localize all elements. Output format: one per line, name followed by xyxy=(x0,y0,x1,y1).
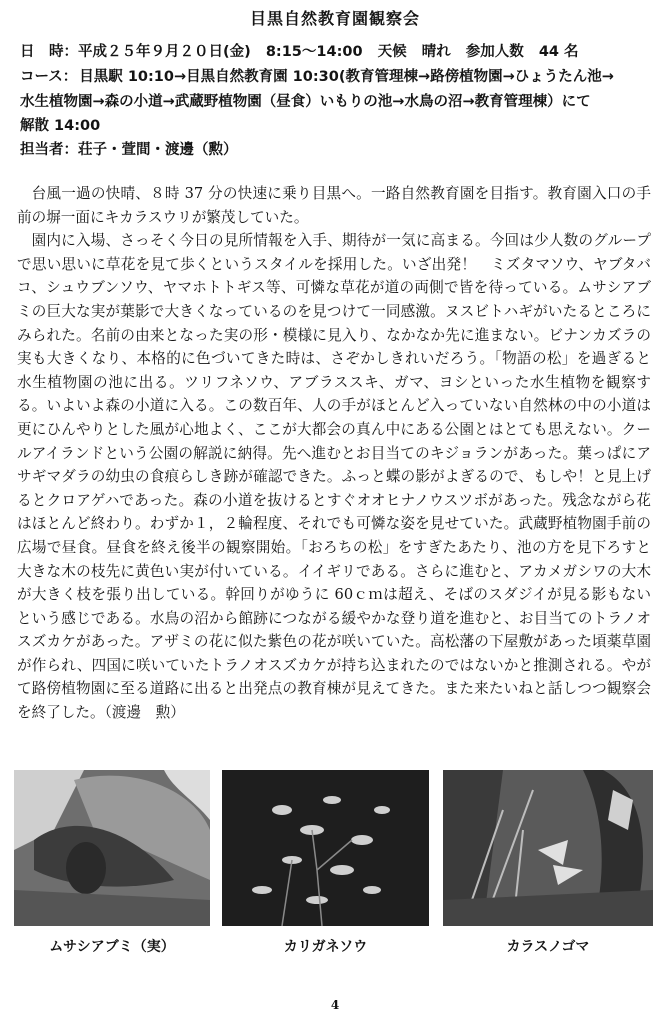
staff-value: 荘子・萱間・渡邊（勲） xyxy=(78,142,238,158)
photo-musashiabumi-image xyxy=(14,770,210,926)
caption-karasunogoma: カラスノゴマ xyxy=(506,939,590,955)
caption-musashiabumi: ムサシアブミ（実） xyxy=(49,939,175,955)
staff-line xyxy=(20,140,655,160)
weather-value: 晴れ xyxy=(421,44,451,60)
date-label: 日 時： xyxy=(20,44,78,60)
date-value: 平成２５年９月２０日(金) xyxy=(78,44,251,60)
caption-kariganesou: カリガネソウ xyxy=(283,939,368,955)
page-number: 4 xyxy=(330,998,340,1012)
photo-kariganesou xyxy=(222,770,429,926)
paragraph-1: 台風一過の快晴、８時 37 分の快速に乗り目黒へ。一路自然教育園を目指す。教育園入口の手前の塀一面にキカラスウリが繁茂していた。 xyxy=(17,185,651,226)
photo-karasunogoma-image xyxy=(443,770,653,926)
paragraph-2: 園内に入場、さっそく今日の見所情報を入手、期待が一気に高まる。今回は少人数のグループで思い思いに草花を見て歩くというスタイルを採用した。いざ出発！ ミズタマソウ、ヤブタバコ、シュウブンソウ、ヤマホトトギス等、可憐な草花が道の両側で皆を待っている。ムサシアブミの巨大な実が葉影で大きくなっているのを見つけて一同感激。ヌスビトハギがいたるところにみられた。名前の由来となった実の形・模様に見入り、なかなか先に進まない。ビナンカズラの実も大きくなり、本格的に色づいてきた時は、さぞかしきれいだろう。「物語の松」を過ぎると水生植物園の池に出る。ツリフネソウ、アブラススキ、ガマ、ヨシといった水生植物を観察する。いよいよ森の小道に入る。この数百年、人の手がほとんど入っていない自然林の中の小道は更にひんやりとした風が心地よく、ここが大都会の真ん中にある公園とはとても思えない。クールアイランドという公園の解説に納得。先へ進むとお目当てのキジョランがあった。葉っぱにアサギマダラの幼虫の食痕らしき跡が確認できた。ふっと蝶の影がよぎるので、もしや！と見上げるとクロアゲハであった。森の小道を抜けるとすぐオオヒナノウスツボがあった。残念ながら花はほとんど終わり。わずか１，２輪程度、それでも可憐な姿を見せていた。武蔵野植物園手前の広場で昼食。昼食を終え後半の観察開始。「おろちの松」をすぎたあたり、池の方を見下ろすと大きな木の枝先に黄色い実が付いている。イイギリである。さらに進むと、アカメガシワの大木が大きく枝を張り出している。幹回りがゆうに 60ｃｍは超え、そばのスダジイが見る影もないという感じである。水鳥の沼から館跡につながる緩やかな登り道を進むと、お目当てのトラノオスズカケがあった。アザミの花に似た紫色の花が咲いていた。高松藩の下屋敷があった頃薬草園が作られ、四国に咲いていたトラノオスズカケが持ち込まれたのではないかと推測される。やがて路傍植物園に至る道路に出ると出発点の教育棟が見えてきた。また来たいねと話しつつ観察会を終了した。（渡邊 勲） xyxy=(17,232,651,722)
participants-label: 参加人数 xyxy=(465,44,524,60)
participants-value: 44 名 xyxy=(538,44,579,60)
document-title: 目黒自然教育園観察会 xyxy=(249,9,420,28)
photo-karasunogoma xyxy=(443,770,653,926)
photo-kariganesou-image xyxy=(222,770,429,926)
course-text-2: 水生植物園→森の小道→武蔵野植物園（昼食）いもりの池→水鳥の沼→教育管理棟）にて xyxy=(20,94,591,110)
course-text-3: 解散 14:00 xyxy=(20,118,101,134)
course-text-1: 目黒駅 10:10→目黒自然教育園 10:30(教育管理棟→路傍植物園→ひょうたん池→ xyxy=(79,69,614,85)
course-line-1 xyxy=(20,67,655,87)
course-label: コース： xyxy=(20,69,78,85)
photo-musashiabumi xyxy=(14,770,210,926)
staff-label: 担当者： xyxy=(20,142,78,158)
weather-label: 天候 xyxy=(377,44,407,60)
report-body xyxy=(17,182,651,725)
time-value: 8:15～14:00 xyxy=(265,44,363,60)
date-line xyxy=(20,42,655,62)
